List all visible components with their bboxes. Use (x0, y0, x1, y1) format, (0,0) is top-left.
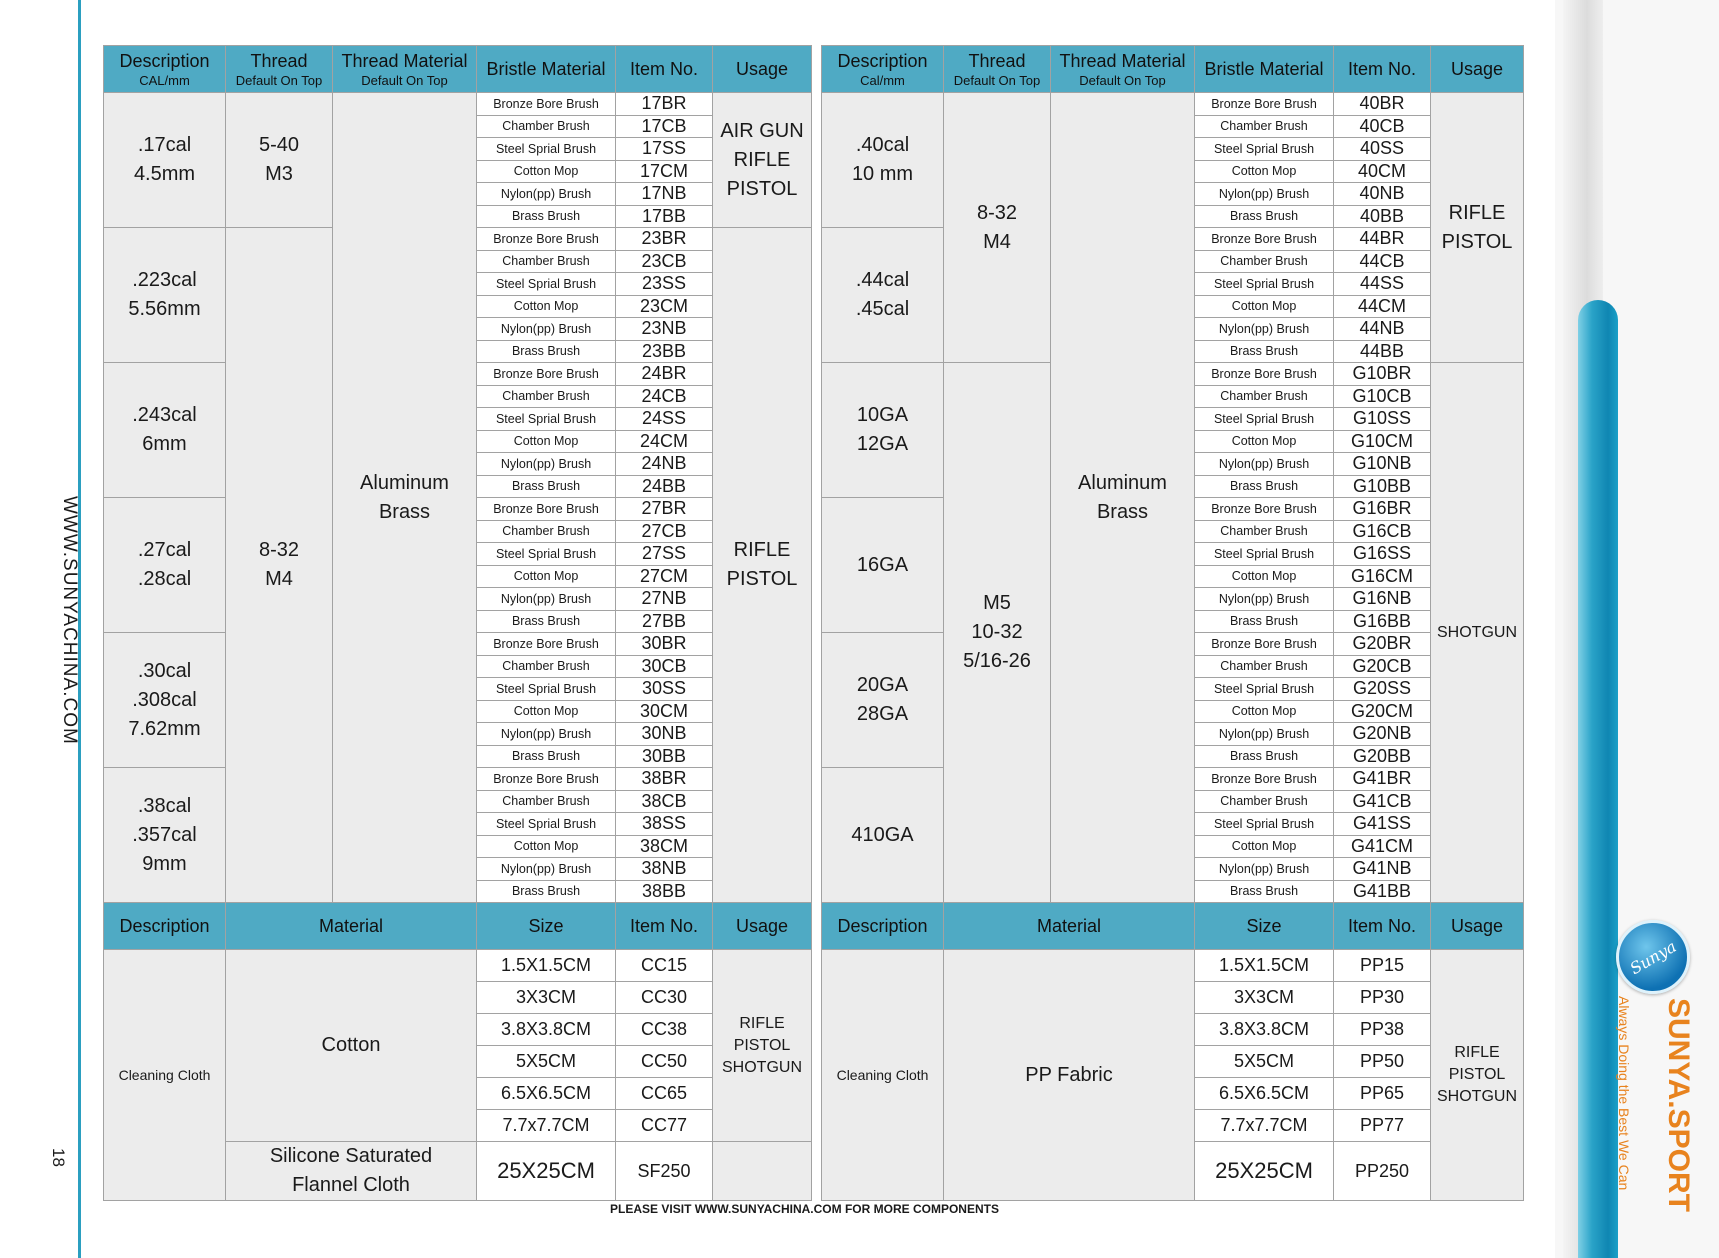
cloth-item-number: CC50 (616, 1046, 713, 1078)
caliber-description: 20GA 28GA (822, 633, 944, 768)
cloth-item-number: PP30 (1334, 982, 1431, 1014)
item-number: 24NB (616, 453, 713, 476)
brand-logo-script: Sunya (1626, 936, 1680, 978)
item-number: 17CB (616, 115, 713, 138)
bristle-material: Nylon(pp) Brush (1195, 858, 1334, 881)
bristle-material: Cotton Mop (477, 565, 616, 588)
header-description (104, 46, 226, 93)
header-thread-label: Thread (968, 50, 1026, 71)
cloth-size: 1.5X1.5CM (1195, 950, 1334, 982)
thread-spec: 5-40 M3 (226, 93, 333, 228)
bristle-material: Steel Sprial Brush (477, 408, 616, 431)
item-number: 17BR (616, 93, 713, 116)
bristle-material: Nylon(pp) Brush (477, 858, 616, 881)
bristle-material: Cotton Mop (477, 295, 616, 318)
caliber-description: .38cal .357cal 9mm (104, 768, 226, 903)
caliber-description: .27cal .28cal (104, 498, 226, 633)
bristle-material: Steel Sprial Brush (1195, 273, 1334, 296)
caliber-description: .17cal 4.5mm (104, 93, 226, 228)
caliber-description: 10GA 12GA (822, 363, 944, 498)
bristle-material: Brass Brush (477, 880, 616, 903)
header-item-no: Item No. (616, 46, 713, 93)
cloth-item-number: PP77 (1334, 1110, 1431, 1142)
item-number: 40CM (1334, 160, 1431, 183)
bristle-material: Chamber Brush (1195, 250, 1334, 273)
item-number: 30SS (616, 678, 713, 701)
cloth-size: 25X25CM (1195, 1142, 1334, 1201)
product-table-body (104, 46, 1524, 1201)
header-usage: Usage (713, 903, 812, 950)
header-description-sub: Cal/mm (860, 72, 905, 88)
cloth-usage-blank (713, 1142, 812, 1201)
bristle-material: Cotton Mop (1195, 835, 1334, 858)
bristle-material: Cotton Mop (477, 700, 616, 723)
caliber-description: 16GA (822, 498, 944, 633)
header-item-no: Item No. (1334, 46, 1431, 93)
item-number: 24BR (616, 363, 713, 386)
header-usage: Usage (713, 46, 812, 93)
item-number: G20BB (1334, 745, 1431, 768)
caliber-description: .40cal 10 mm (822, 93, 944, 228)
item-number: 38CM (616, 835, 713, 858)
cloth-size: 7.7x7.7CM (1195, 1110, 1334, 1142)
caliber-description: .44cal .45cal (822, 228, 944, 363)
bristle-material: Bronze Bore Brush (1195, 93, 1334, 116)
bristle-material: Chamber Brush (477, 250, 616, 273)
cloth-size: 5X5CM (1195, 1046, 1334, 1078)
item-number: G10SS (1334, 408, 1431, 431)
header-thread-sub: Default On Top (953, 72, 1041, 88)
item-number: 23SS (616, 273, 713, 296)
bristle-material: Cotton Mop (477, 430, 616, 453)
item-number: 24BB (616, 475, 713, 498)
bristle-material: Brass Brush (477, 205, 616, 228)
usage: AIR GUN RIFLE PISTOL (713, 93, 812, 228)
bristle-material: Brass Brush (477, 745, 616, 768)
thread-spec: 8-32 M4 (944, 93, 1051, 363)
cloth-description: Cleaning Cloth (822, 950, 944, 1201)
bristle-material: Nylon(pp) Brush (1195, 723, 1334, 746)
header-description: Description (822, 903, 944, 950)
item-number: 23NB (616, 318, 713, 341)
item-number: G16BB (1334, 610, 1431, 633)
usage: SHOTGUN (1431, 363, 1524, 903)
item-number: 44BB (1334, 340, 1431, 363)
header-material: Material (944, 903, 1195, 950)
caliber-description: 410GA (822, 768, 944, 903)
cloth-material: PP Fabric (944, 950, 1195, 1201)
cloth-header-row (104, 903, 1524, 950)
bristle-material: Bronze Bore Brush (477, 93, 616, 116)
item-number: 23CB (616, 250, 713, 273)
bristle-material: Nylon(pp) Brush (1195, 183, 1334, 206)
item-number: G20CM (1334, 700, 1431, 723)
cloth-size: 25X25CM (477, 1142, 616, 1201)
header-description (822, 46, 944, 93)
item-number: G10BB (1334, 475, 1431, 498)
item-number: G41NB (1334, 858, 1431, 881)
brush-header-row (104, 46, 1524, 93)
item-number: G20BR (1334, 633, 1431, 656)
header-size: Size (1195, 903, 1334, 950)
bristle-material: Brass Brush (1195, 745, 1334, 768)
bristle-material: Chamber Brush (477, 115, 616, 138)
column-gap (812, 46, 822, 93)
item-number: 23CM (616, 295, 713, 318)
item-number: G16BR (1334, 498, 1431, 521)
cloth-item-number: PP15 (1334, 950, 1431, 982)
item-number: 27BR (616, 498, 713, 521)
cloth-item-number: PP250 (1334, 1142, 1431, 1201)
item-number: G41SS (1334, 813, 1431, 836)
bristle-material: Bronze Bore Brush (1195, 228, 1334, 251)
cloth-material: Silicone Saturated Flannel Cloth (226, 1142, 477, 1201)
thread-material: Aluminum Brass (333, 93, 477, 903)
bristle-material: Bronze Bore Brush (477, 228, 616, 251)
item-number: G16CM (1334, 565, 1431, 588)
header-thread-material-label: Thread Material (341, 50, 468, 71)
cloth-item-number: SF250 (616, 1142, 713, 1201)
usage: RIFLE PISTOL (1431, 93, 1524, 363)
item-number: 44SS (1334, 273, 1431, 296)
bristle-material: Cotton Mop (477, 835, 616, 858)
bristle-material: Chamber Brush (1195, 655, 1334, 678)
cloth-size: 3.8X3.8CM (1195, 1014, 1334, 1046)
header-usage: Usage (1431, 46, 1524, 93)
item-number: G16SS (1334, 543, 1431, 566)
item-number: 38SS (616, 813, 713, 836)
bristle-material: Nylon(pp) Brush (477, 453, 616, 476)
bristle-material: Brass Brush (1195, 475, 1334, 498)
header-thread (944, 46, 1051, 93)
bristle-material: Nylon(pp) Brush (477, 723, 616, 746)
item-number: G10NB (1334, 453, 1431, 476)
header-size: Size (477, 903, 616, 950)
cloth-item-number: PP38 (1334, 1014, 1431, 1046)
item-number: G10CM (1334, 430, 1431, 453)
item-number: 40BB (1334, 205, 1431, 228)
item-number: G16NB (1334, 588, 1431, 611)
item-number: 38CB (616, 790, 713, 813)
bristle-material: Bronze Bore Brush (1195, 633, 1334, 656)
product-table (103, 45, 1524, 1201)
bristle-material: Steel Sprial Brush (477, 138, 616, 161)
bristle-material: Nylon(pp) Brush (477, 588, 616, 611)
cloth-size: 1.5X1.5CM (477, 950, 616, 982)
item-number: 27NB (616, 588, 713, 611)
bristle-material: Bronze Bore Brush (477, 768, 616, 791)
item-number: G41CB (1334, 790, 1431, 813)
header-description-label: Description (119, 50, 210, 71)
header-thread-sub: Default On Top (235, 72, 323, 88)
item-number: G41CM (1334, 835, 1431, 858)
bristle-material: Bronze Bore Brush (477, 363, 616, 386)
header-material: Material (226, 903, 477, 950)
item-number: 44CM (1334, 295, 1431, 318)
item-number: G10BR (1334, 363, 1431, 386)
item-number: 44BR (1334, 228, 1431, 251)
header-thread-material (333, 46, 477, 93)
cloth-material: Cotton (226, 950, 477, 1142)
header-thread-material-sub: Default On Top (361, 72, 448, 88)
caliber-description: .243cal 6mm (104, 363, 226, 498)
thread-spec: M5 10-32 5/16-26 (944, 363, 1051, 903)
bristle-material: Steel Sprial Brush (477, 678, 616, 701)
bristle-material: Steel Sprial Brush (1195, 138, 1334, 161)
bristle-material: Chamber Brush (477, 790, 616, 813)
bristle-material: Chamber Brush (1195, 115, 1334, 138)
cloth-size: 7.7x7.7CM (477, 1110, 616, 1142)
bristle-material: Cotton Mop (1195, 700, 1334, 723)
cloth-size: 6.5X6.5CM (1195, 1078, 1334, 1110)
cloth-usage: RIFLE PISTOL SHOTGUN (713, 950, 812, 1142)
item-number: G20SS (1334, 678, 1431, 701)
brand-name: SUNYA.SPORT (1662, 998, 1695, 1212)
side-website-url: WWW.SUNYACHINA.COM (59, 495, 80, 745)
brand-tagline: Always Doing the Best We Can (1616, 996, 1632, 1191)
item-number: G41BB (1334, 880, 1431, 903)
item-number: 17NB (616, 183, 713, 206)
bristle-material: Brass Brush (1195, 340, 1334, 363)
bristle-material: Steel Sprial Brush (1195, 543, 1334, 566)
bristle-material: Bronze Bore Brush (1195, 498, 1334, 521)
usage: RIFLE PISTOL (713, 228, 812, 903)
cloth-item-number: CC77 (616, 1110, 713, 1142)
cloth-item-number: PP50 (1334, 1046, 1431, 1078)
bristle-material: Steel Sprial Brush (1195, 813, 1334, 836)
bristle-material: Nylon(pp) Brush (1195, 318, 1334, 341)
item-number: G41BR (1334, 768, 1431, 791)
item-number: 23BR (616, 228, 713, 251)
bristle-material: Cotton Mop (1195, 565, 1334, 588)
bristle-material: Nylon(pp) Brush (1195, 453, 1334, 476)
header-thread-material-sub: Default On Top (1079, 72, 1166, 88)
item-number: 30BB (616, 745, 713, 768)
caliber-description: .223cal 5.56mm (104, 228, 226, 363)
cloth-size: 3X3CM (477, 982, 616, 1014)
footer-note: PLEASE VISIT WWW.SUNYACHINA.COM FOR MORE COMPONENTS (610, 1202, 999, 1216)
bristle-material: Chamber Brush (477, 655, 616, 678)
item-number: 38BR (616, 768, 713, 791)
header-bristle-material: Bristle Material (1195, 46, 1334, 93)
header-thread-label: Thread (250, 50, 308, 71)
item-number: G10CB (1334, 385, 1431, 408)
column-gap (812, 93, 822, 903)
bristle-material: Bronze Bore Brush (477, 633, 616, 656)
bristle-material: Bronze Bore Brush (477, 498, 616, 521)
header-item-no: Item No. (616, 903, 713, 950)
thread-material: Aluminum Brass (1051, 93, 1195, 903)
item-number: G16CB (1334, 520, 1431, 543)
brush-row (104, 93, 1524, 116)
brand-logo-circle (1616, 920, 1690, 994)
header-description: Description (104, 903, 226, 950)
bristle-material: Nylon(pp) Brush (477, 183, 616, 206)
item-number: 30NB (616, 723, 713, 746)
item-number: G20CB (1334, 655, 1431, 678)
thread-spec: 8-32 M4 (226, 228, 333, 903)
bristle-material: Brass Brush (1195, 610, 1334, 633)
item-number: 30CM (616, 700, 713, 723)
bristle-material: Cotton Mop (477, 160, 616, 183)
header-description-label: Description (837, 50, 928, 71)
header-item-no: Item No. (1334, 903, 1431, 950)
bristle-material: Steel Sprial Brush (477, 813, 616, 836)
item-number: 44CB (1334, 250, 1431, 273)
bristle-material: Chamber Brush (477, 520, 616, 543)
bristle-material: Chamber Brush (477, 385, 616, 408)
header-description-sub: CAL/mm (139, 72, 190, 88)
item-number: G20NB (1334, 723, 1431, 746)
header-usage: Usage (1431, 903, 1524, 950)
item-number: 17BB (616, 205, 713, 228)
item-number: 40NB (1334, 183, 1431, 206)
bristle-material: Chamber Brush (1195, 790, 1334, 813)
bristle-material: Bronze Bore Brush (1195, 363, 1334, 386)
bristle-material: Chamber Brush (1195, 520, 1334, 543)
item-number: 38BB (616, 880, 713, 903)
item-number: 24CB (616, 385, 713, 408)
bristle-material: Steel Sprial Brush (477, 543, 616, 566)
header-thread-material-label: Thread Material (1059, 50, 1186, 71)
bristle-material: Brass Brush (1195, 205, 1334, 228)
item-number: 17SS (616, 138, 713, 161)
item-number: 40CB (1334, 115, 1431, 138)
cloth-item-number: CC38 (616, 1014, 713, 1046)
bristle-material: Cotton Mop (1195, 160, 1334, 183)
item-number: 40SS (1334, 138, 1431, 161)
bristle-material: Nylon(pp) Brush (477, 318, 616, 341)
cloth-item-number: PP65 (1334, 1078, 1431, 1110)
bristle-material: Steel Sprial Brush (1195, 408, 1334, 431)
cloth-size: 3.8X3.8CM (477, 1014, 616, 1046)
item-number: 24SS (616, 408, 713, 431)
column-gap (812, 903, 822, 1201)
cloth-size: 6.5X6.5CM (477, 1078, 616, 1110)
header-bristle-material: Bristle Material (477, 46, 616, 93)
caliber-description: .30cal .308cal 7.62mm (104, 633, 226, 768)
bristle-material: Cotton Mop (1195, 295, 1334, 318)
cloth-item-number: CC15 (616, 950, 713, 982)
cloth-item-number: CC65 (616, 1078, 713, 1110)
bristle-material: Brass Brush (1195, 880, 1334, 903)
page-number: 18 (49, 1147, 68, 1167)
item-number: 23BB (616, 340, 713, 363)
bristle-material: Steel Sprial Brush (477, 273, 616, 296)
header-thread-material (1051, 46, 1195, 93)
item-number: 24CM (616, 430, 713, 453)
bristle-material: Chamber Brush (1195, 385, 1334, 408)
cloth-size: 3X3CM (1195, 982, 1334, 1014)
bristle-material: Cotton Mop (1195, 430, 1334, 453)
item-number: 38NB (616, 858, 713, 881)
bristle-material: Steel Sprial Brush (1195, 678, 1334, 701)
item-number: 27BB (616, 610, 713, 633)
cloth-size: 5X5CM (477, 1046, 616, 1078)
bristle-material: Nylon(pp) Brush (1195, 588, 1334, 611)
cloth-description: Cleaning Cloth (104, 950, 226, 1201)
item-number: 40BR (1334, 93, 1431, 116)
item-number: 27CB (616, 520, 713, 543)
cloth-usage: RIFLE PISTOL SHOTGUN (1431, 950, 1524, 1201)
bristle-material: Brass Brush (477, 610, 616, 633)
bristle-material: Brass Brush (477, 340, 616, 363)
item-number: 27SS (616, 543, 713, 566)
item-number: 30CB (616, 655, 713, 678)
item-number: 44NB (1334, 318, 1431, 341)
item-number: 30BR (616, 633, 713, 656)
bristle-material: Bronze Bore Brush (1195, 768, 1334, 791)
bristle-material: Brass Brush (477, 475, 616, 498)
item-number: 27CM (616, 565, 713, 588)
item-number: 17CM (616, 160, 713, 183)
header-thread (226, 46, 333, 93)
cloth-item-number: CC30 (616, 982, 713, 1014)
